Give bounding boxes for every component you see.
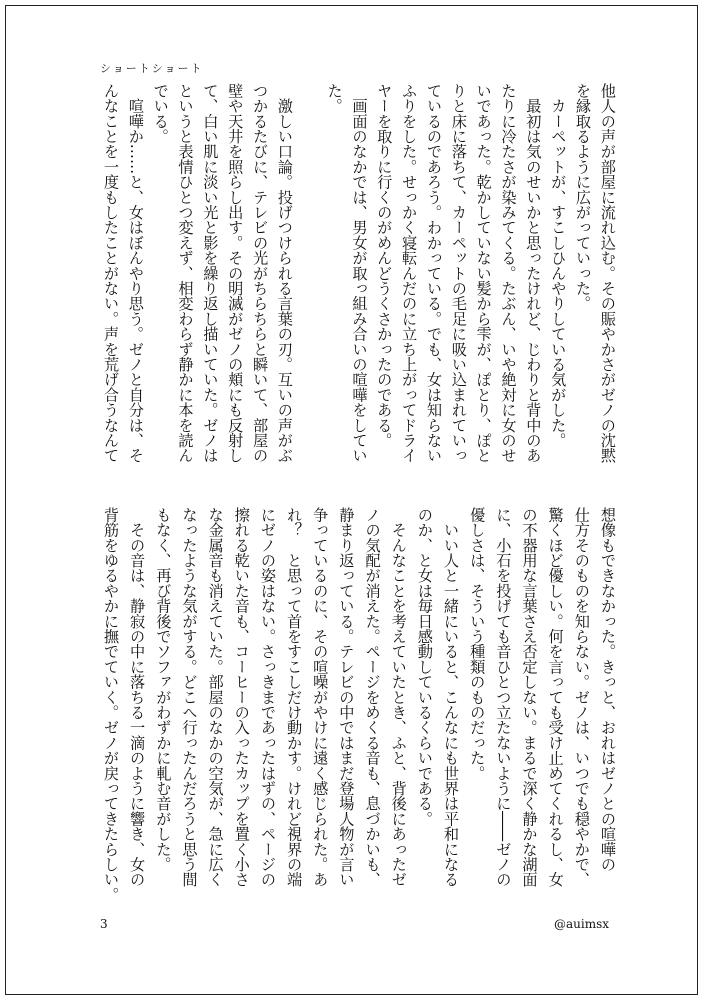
text-column: のか、と女は毎日感動しているくらいである。 xyxy=(415,507,434,827)
text-column: カーペットが、すこしひんやりしている気がした。 xyxy=(549,83,568,448)
lower-text-block xyxy=(98,507,615,902)
text-column: りと床に落ちて、カーペットの毛足に吸い込まれていっ xyxy=(449,83,468,463)
text-column: にゼノの姿はない。さっきまであったはずの、ページの xyxy=(258,507,277,887)
text-column: もなく、再び背後でソファがわずかに軋む音がした。 xyxy=(154,507,173,872)
text-column: 優しさは、そういう種類のものだった。 xyxy=(468,507,487,781)
text-column: ているのであろう。わかっている。でも、女は知らない xyxy=(424,83,443,463)
text-column: そんなことを考えていたとき、ふと、背後にあったゼ xyxy=(389,507,408,887)
text-column: れ？ と思って首をすこしだけ動かす。けれど視界の端 xyxy=(285,507,304,887)
text-column: て、白い肌に淡い光と影を繰り返し描いていた。ゼノは xyxy=(201,83,220,463)
text-column: なったような気がする。どこへ行ったんだろうと思う間 xyxy=(180,507,199,887)
text-column: 想像もできなかった。きっと、おれはゼノとの喧嘩の xyxy=(598,507,617,872)
text-column: ヤーを取りに行くのがめんどうくさかったのである。 xyxy=(375,83,394,448)
text-column: 画面のなかでは、男女が取っ組み合いの喧嘩をしてい xyxy=(350,83,369,463)
text-column: 最初は気のせいかと思ったけれど、じわりと背中のあ xyxy=(524,83,543,463)
page-number: 3 xyxy=(100,917,108,931)
text-column: 喧嘩か……と、女はぼんやり思う。ゼノと自分は、そ xyxy=(126,83,145,463)
text-column: 静まり返っている。テレビの中ではまだ登場人物が言い xyxy=(337,507,356,887)
text-column: 擦れる乾いた音も、コーヒーの入ったカップを置く小さ xyxy=(232,507,251,887)
text-column: たりに冷たさが染みてくる。たぶん、いや絶対に女のせ xyxy=(499,83,518,463)
text-column: ふりをした。せっかく寝転んだのに立ち上がってドライ xyxy=(400,83,419,463)
text-column: 争っているのに、その喧噪がやけに遠く感じられた。あ xyxy=(311,507,330,887)
author-handle: @auimsx xyxy=(553,917,609,931)
text-column: 壁や天井を照らし出す。その明滅がゼノの頬にも反射し xyxy=(226,83,245,463)
text-column: た。 xyxy=(325,83,344,114)
blank-column xyxy=(297,83,317,480)
text-column: つかるたびに、テレビの光がちらちらと瞬いて、部屋の xyxy=(251,83,270,463)
text-column: んなことを一度もしたことがない。声を荒げ合うなんて xyxy=(102,83,120,463)
text-column: 仕方そのものを知らない。ゼノは、いつでも穏やかで、 xyxy=(572,507,591,887)
text-column: いい人と一緒にいると、こんなにも世界は平和になる xyxy=(442,507,461,887)
running-header: ショートショート xyxy=(100,62,204,75)
text-column: 背筋をゆるやかに撫でていく。ゼノが戻ってきたらしい。 xyxy=(102,507,120,903)
text-column: でいる。 xyxy=(151,83,170,144)
text-column: 驚くほど優しい。何を言っても受け止めてくれるし、女 xyxy=(546,507,565,887)
text-column: に、小石を投げても音ひとつ立たないように――ゼノの xyxy=(494,507,513,887)
text-column: その音は、静寂の中に落ちる一滴のように響き、女の xyxy=(128,507,147,887)
text-column: を縁取るように広がっていった。 xyxy=(574,83,593,311)
text-column: というと表情ひとつ変えず、相変わらず静かに本を読ん xyxy=(176,83,195,463)
text-column: な金属音も消えていた。部屋のなかの空気が、急に広く xyxy=(206,507,225,887)
text-column: の不器用な言葉さえ否定しない。まるで深く静かな湖面 xyxy=(520,507,539,887)
text-column: いであった。乾かしていない髪から雫が、ぽとり、ぽと xyxy=(474,83,493,463)
text-column: 他人の声が部屋に流れ込む。その賑やかさがゼノの沈黙 xyxy=(598,83,617,463)
text-column: ノの気配が消えた。ページをめくる音も、息づかいも、 xyxy=(363,507,382,887)
upper-text-block xyxy=(98,83,615,480)
text-column: 激しい口論。投げつけられる言葉の刃。互いの声がぶ xyxy=(275,83,294,463)
